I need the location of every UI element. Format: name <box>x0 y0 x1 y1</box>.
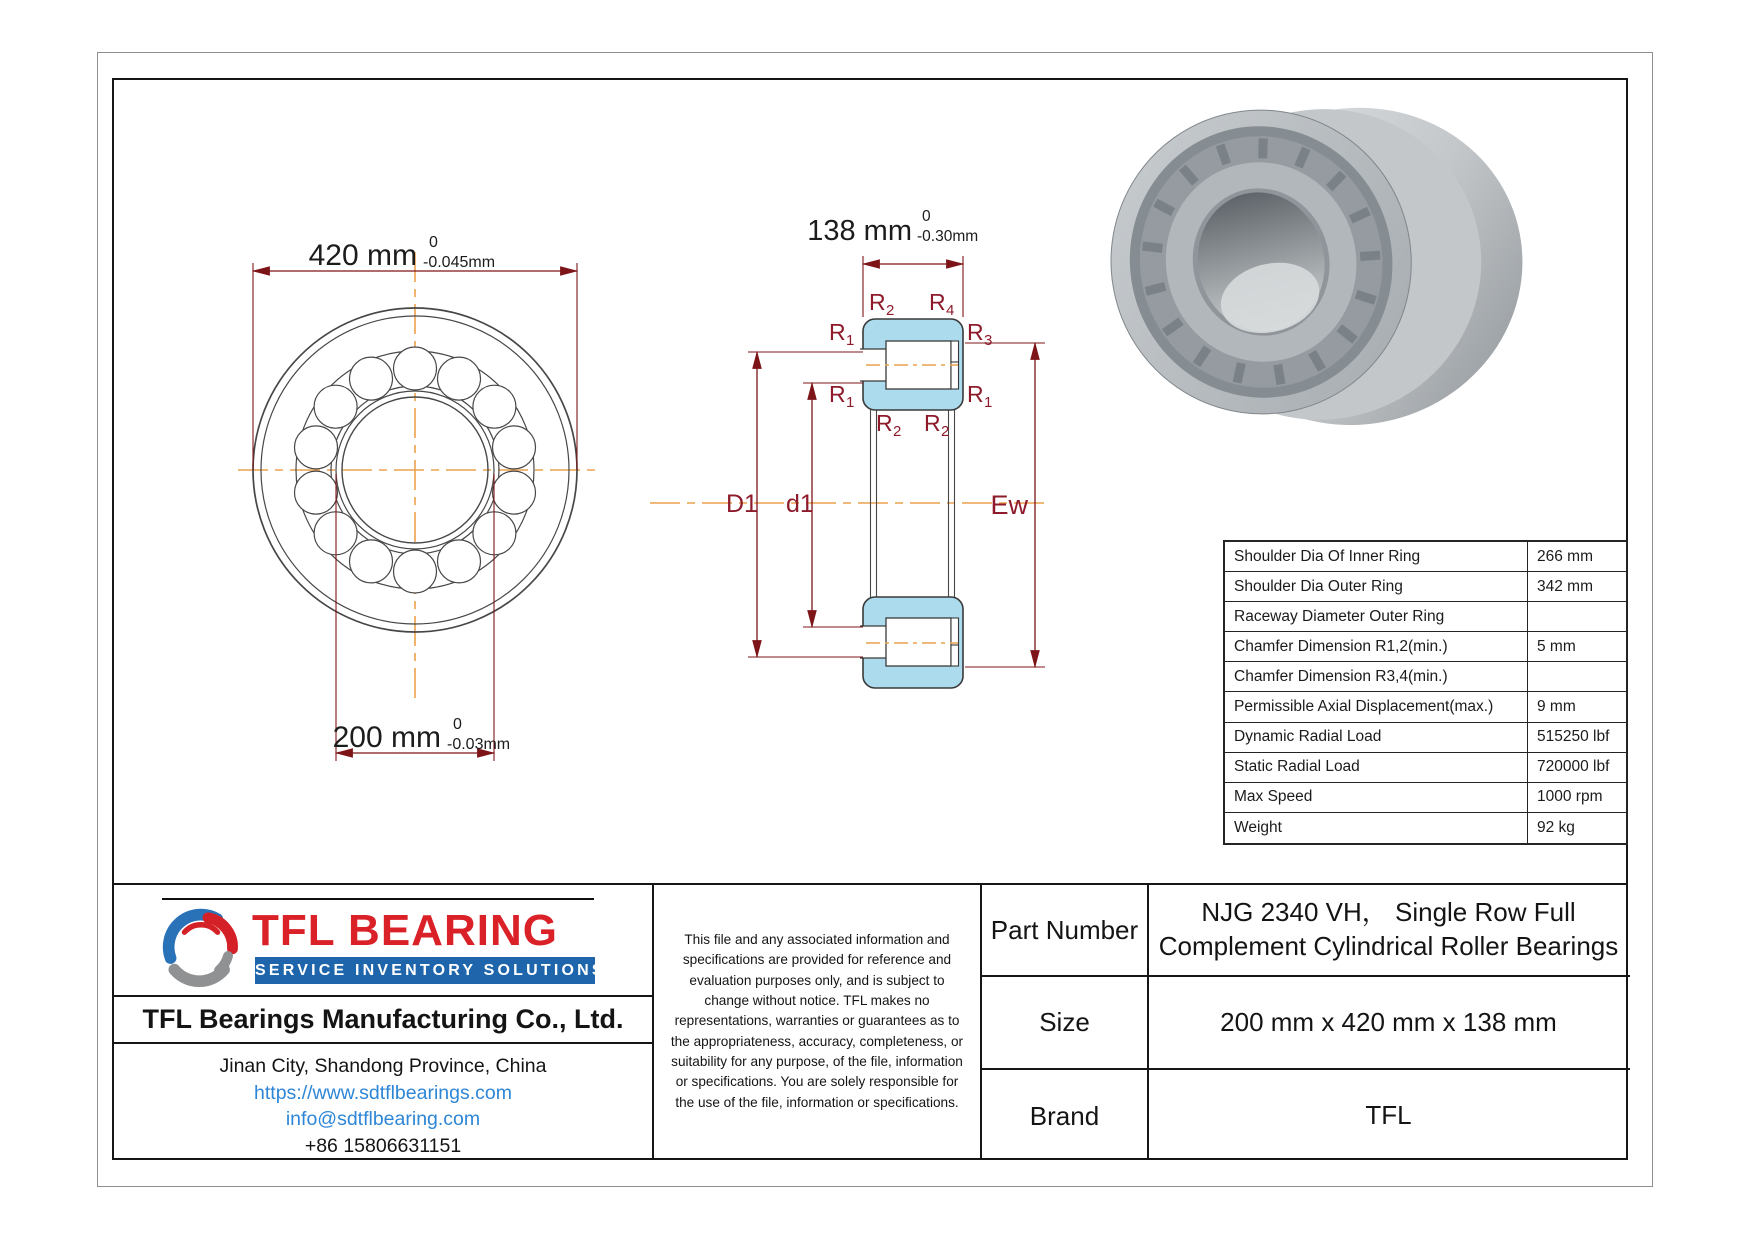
spec-value <box>1528 662 1626 691</box>
part-info-panel <box>982 885 1630 1158</box>
company-panel <box>114 885 652 1158</box>
chamfer-label-R3-right: R <box>967 319 984 345</box>
company-phone: +86 15806631151 <box>304 1134 462 1157</box>
spec-table <box>1223 540 1628 845</box>
roller <box>493 471 536 514</box>
chamfer-sub: 4 <box>946 302 955 319</box>
chamfer-sub: 1 <box>984 394 993 411</box>
dim-bore-tol-upper: 0 <box>453 716 462 733</box>
section-upper-half <box>860 319 963 410</box>
size-row <box>982 977 1630 1070</box>
spec-row <box>1225 692 1626 722</box>
chamfer-label-R2-bottom-right: R <box>924 410 941 436</box>
spec-row <box>1225 813 1626 843</box>
spec-value: 9 mm <box>1537 698 1576 716</box>
roller <box>350 540 393 583</box>
spec-label: Raceway Diameter Outer Ring <box>1225 602 1528 631</box>
chamfer-sub: 1 <box>846 394 855 411</box>
logo-tagline: SERVICE INVENTORY SOLUTIONS <box>255 957 595 984</box>
dim-bore-tol-lower: -0.03mm <box>447 736 511 753</box>
roller <box>394 550 437 593</box>
roller <box>295 471 338 514</box>
dim-outer-tol-lower: -0.045mm <box>423 254 496 271</box>
roller <box>438 357 481 400</box>
dim-outer-value: 420 mm <box>308 239 417 272</box>
spec-row <box>1225 632 1626 662</box>
roller <box>493 426 536 469</box>
part-number-value: NJG 2340 VH， Single Row Full Complement Cylindrical Roller Bearings <box>1158 897 1619 961</box>
3d-roller-tick <box>1258 138 1268 158</box>
roller <box>350 357 393 400</box>
chamfer-label-R1-right-bottom: R <box>967 381 984 407</box>
spec-label: Shoulder Dia Outer Ring <box>1225 572 1528 601</box>
spec-label: Chamfer Dimension R1,2(min.) <box>1225 632 1528 661</box>
spec-row <box>1225 542 1626 572</box>
size-label: Size <box>1039 1007 1090 1037</box>
disclaimer-text: This file and any associated information and specifications are provided for reference and evaluation purposes only, and is subject to change without notice. TFL makes no representations, warranties or guarantees as to the appropriateness, accuracy, completeness, or suitability for any purpose, of the file, information or specifications. You are solely responsible for the use of the file, information or specifications. <box>670 931 964 1110</box>
roller <box>473 385 516 428</box>
roller <box>314 385 357 428</box>
spec-row <box>1225 783 1626 813</box>
company-email-link[interactable]: info@sdtflbearing.com <box>285 1108 481 1130</box>
roller <box>394 347 437 390</box>
chamfer-label-R1-left-top: R <box>829 319 846 345</box>
label-Ew: Ew <box>990 490 1028 520</box>
3d-roller-tick <box>1146 286 1165 291</box>
chamfer-label-R1-left-bottom: R <box>829 381 846 407</box>
title-block <box>112 883 1628 1160</box>
part-number-label: Part Number <box>990 914 1139 945</box>
brand-label: Brand <box>1029 1100 1100 1131</box>
3d-roller-tick <box>1276 365 1282 385</box>
company-address: Jinan City, Shandong Province, China <box>219 1055 547 1077</box>
spec-value: 342 mm <box>1537 577 1593 595</box>
chamfer-label-R2-bottom-left: R <box>876 410 893 436</box>
chamfer-sub: 2 <box>941 423 950 440</box>
spec-value: 266 mm <box>1537 547 1593 565</box>
chamfer-sub: 2 <box>893 423 902 440</box>
label-d1: d1 <box>786 490 814 518</box>
company-name: TFL Bearings Manufacturing Co., Ltd. <box>142 1004 624 1034</box>
chamfer-sub: 2 <box>886 302 895 319</box>
label-D1: D1 <box>726 490 758 518</box>
section-roller-lower <box>886 618 951 666</box>
spec-row <box>1225 662 1626 692</box>
section-diameter-labels <box>726 490 1028 520</box>
disclaimer-panel <box>654 885 980 1158</box>
spec-value: 1000 rpm <box>1537 788 1603 806</box>
chamfer-label-R2-top-left: R <box>869 289 886 315</box>
spec-label: Dynamic Radial Load <box>1225 723 1528 752</box>
section-lower-half <box>860 597 963 688</box>
spec-label: Chamfer Dimension R3,4(min.) <box>1225 662 1528 691</box>
logo-top-rule <box>162 898 594 900</box>
brand-row <box>982 1070 1630 1162</box>
spec-row <box>1225 602 1626 632</box>
spec-label: Static Radial Load <box>1225 753 1528 782</box>
section-view <box>650 319 1048 688</box>
contact-block <box>114 1044 652 1162</box>
dim-outer-tol-upper: 0 <box>429 234 438 251</box>
brand-value: TFL <box>1365 1100 1412 1131</box>
dim-width-value: 138 mm <box>807 215 912 247</box>
spec-value: 720000 lbf <box>1537 758 1610 776</box>
size-value: 200 mm x 420 mm x 138 mm <box>1220 1006 1557 1037</box>
company-website-link[interactable]: https://www.sdtflbearings.com <box>254 1081 512 1104</box>
front-view <box>238 252 600 702</box>
spec-value: 515250 lbf <box>1537 728 1610 746</box>
dim-bore-value: 200 mm <box>332 721 441 754</box>
chamfer-sub: 1 <box>846 332 855 349</box>
spec-row <box>1225 753 1626 783</box>
spec-value: 5 mm <box>1537 637 1576 655</box>
bearing-3d-image <box>1079 52 1556 478</box>
spec-row <box>1225 572 1626 602</box>
chamfer-sub: 3 <box>984 332 993 349</box>
roller <box>438 540 481 583</box>
spec-label: Max Speed <box>1225 783 1528 812</box>
logo-wordmark: TFL BEARING <box>252 906 558 955</box>
chamfer-label-R4-top-right: R <box>929 289 946 315</box>
spec-row <box>1225 723 1626 753</box>
spec-value: 92 kg <box>1537 818 1575 836</box>
dim-section-width <box>807 208 978 317</box>
spec-label: Shoulder Dia Of Inner Ring <box>1225 542 1528 571</box>
dim-width-tol-upper: 0 <box>922 208 931 225</box>
dim-width-tol-lower: -0.30mm <box>917 228 979 245</box>
3d-roller-tick <box>1360 252 1380 260</box>
spec-label: Weight <box>1225 813 1528 843</box>
spec-label: Permissible Axial Displacement(max.) <box>1225 692 1528 721</box>
part-number-row <box>982 885 1630 977</box>
spec-value <box>1528 602 1626 631</box>
roller <box>295 426 338 469</box>
tfl-logo-icon <box>156 902 246 992</box>
